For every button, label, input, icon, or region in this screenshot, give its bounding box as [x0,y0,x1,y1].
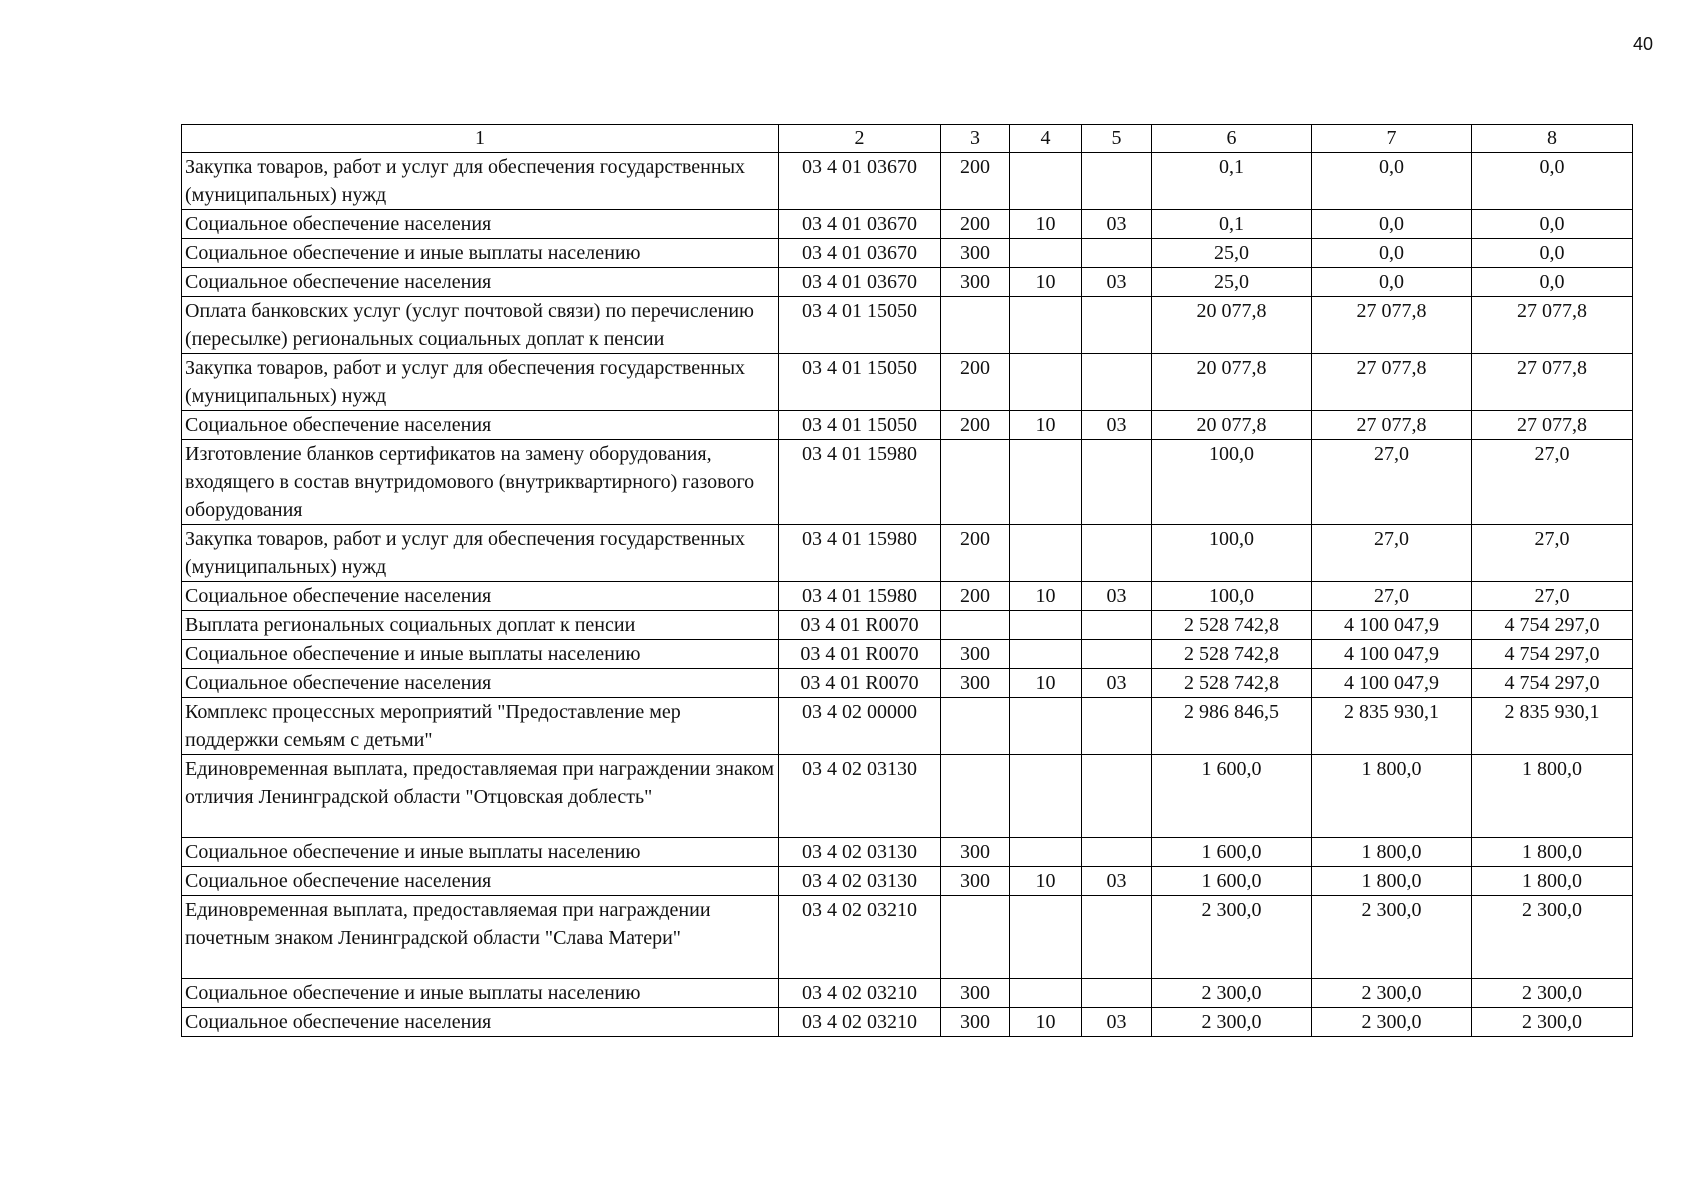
table-row [182,440,1633,525]
row-subsection [1082,698,1152,755]
row-value-year3: 1 800,0 [1472,838,1633,867]
row-value-year1: 100,0 [1152,525,1312,582]
row-value-year1: 0,1 [1152,210,1312,239]
row-section [1010,297,1082,354]
row-expense-type: 300 [941,1008,1010,1037]
row-name: Социальное обеспечение населения [182,411,779,440]
row-code: 03 4 01 15050 [779,354,941,411]
row-expense-type [941,896,1010,979]
row-value-year3: 0,0 [1472,239,1633,268]
row-subsection: 03 [1082,268,1152,297]
row-section [1010,239,1082,268]
row-section: 10 [1010,582,1082,611]
row-name: Социальное обеспечение и иные выплаты населению [182,239,779,268]
row-subsection: 03 [1082,411,1152,440]
row-section [1010,440,1082,525]
row-code: 03 4 01 15980 [779,525,941,582]
row-subsection [1082,153,1152,210]
row-expense-type [941,297,1010,354]
table-row [182,354,1633,411]
row-value-year1: 2 986 846,5 [1152,698,1312,755]
row-section [1010,755,1082,838]
row-code: 03 4 01 15980 [779,582,941,611]
table-row [182,1008,1633,1037]
row-value-year3: 27 077,8 [1472,297,1633,354]
row-value-year3: 4 754 297,0 [1472,669,1633,698]
budget-table [181,124,1633,1037]
row-subsection: 03 [1082,582,1152,611]
row-expense-type: 300 [941,268,1010,297]
row-value-year2: 2 835 930,1 [1312,698,1472,755]
row-subsection [1082,354,1152,411]
row-value-year3: 0,0 [1472,210,1633,239]
row-name: Закупка товаров, работ и услуг для обеспечения государственных (муниципальных) нужд [182,525,779,582]
row-name: Единовременная выплата, предоставляемая при награждении почетным знаком Ленинградской области "Слава Матери" [182,896,779,979]
row-expense-type: 200 [941,354,1010,411]
row-value-year1: 20 077,8 [1152,297,1312,354]
row-value-year2: 27 077,8 [1312,354,1472,411]
row-value-year3: 2 300,0 [1472,1008,1633,1037]
row-value-year1: 100,0 [1152,440,1312,525]
row-expense-type: 300 [941,838,1010,867]
row-name: Изготовление бланков сертификатов на замену оборудования, входящего в состав внутридомового (внутриквартирного) газового оборудования [182,440,779,525]
column-number: 5 [1082,125,1152,153]
row-value-year1: 2 528 742,8 [1152,640,1312,669]
row-value-year2: 27 077,8 [1312,297,1472,354]
column-number: 3 [941,125,1010,153]
column-number: 7 [1312,125,1472,153]
row-value-year3: 4 754 297,0 [1472,611,1633,640]
row-section: 10 [1010,669,1082,698]
row-name: Закупка товаров, работ и услуг для обеспечения государственных (муниципальных) нужд [182,354,779,411]
row-section: 10 [1010,268,1082,297]
table-row [182,297,1633,354]
row-code: 03 4 02 03210 [779,1008,941,1037]
table-row [182,979,1633,1008]
row-expense-type: 300 [941,669,1010,698]
row-value-year2: 2 300,0 [1312,979,1472,1008]
row-subsection [1082,979,1152,1008]
row-value-year1: 0,1 [1152,153,1312,210]
row-value-year1: 1 600,0 [1152,755,1312,838]
table-row [182,210,1633,239]
row-code: 03 4 02 00000 [779,698,941,755]
column-number: 2 [779,125,941,153]
row-expense-type [941,698,1010,755]
row-value-year3: 27,0 [1472,440,1633,525]
column-number-row [182,125,1633,153]
row-subsection: 03 [1082,669,1152,698]
row-value-year3: 27 077,8 [1472,354,1633,411]
row-name: Социальное обеспечение и иные выплаты населению [182,838,779,867]
row-value-year1: 20 077,8 [1152,354,1312,411]
row-expense-type: 300 [941,867,1010,896]
row-section [1010,896,1082,979]
page-number: 40 [1632,34,1653,54]
row-value-year3: 1 800,0 [1472,867,1633,896]
row-code: 03 4 02 03210 [779,979,941,1008]
row-subsection: 03 [1082,1008,1152,1037]
row-value-year2: 4 100 047,9 [1312,640,1472,669]
row-value-year2: 0,0 [1312,153,1472,210]
row-value-year1: 1 600,0 [1152,867,1312,896]
row-subsection [1082,525,1152,582]
row-subsection [1082,239,1152,268]
row-name: Социальное обеспечение населения [182,582,779,611]
table-row [182,582,1633,611]
row-section [1010,979,1082,1008]
row-name: Комплекс процессных мероприятий "Предоставление мер поддержки семьям с детьми" [182,698,779,755]
row-code: 03 4 01 03670 [779,210,941,239]
row-subsection [1082,896,1152,979]
table-row [182,268,1633,297]
row-value-year1: 2 300,0 [1152,896,1312,979]
row-code: 03 4 01 03670 [779,268,941,297]
table-row [182,838,1633,867]
row-name: Социальное обеспечение населения [182,210,779,239]
row-name: Выплата региональных социальных доплат к пенсии [182,611,779,640]
row-name: Единовременная выплата, предоставляемая при награждении знаком отличия Ленинградской области "Отцовская доблесть" [182,755,779,838]
row-expense-type: 200 [941,582,1010,611]
row-value-year2: 2 300,0 [1312,1008,1472,1037]
row-value-year3: 1 800,0 [1472,755,1633,838]
row-subsection [1082,611,1152,640]
table-row [182,896,1633,979]
row-subsection [1082,755,1152,838]
row-value-year2: 27,0 [1312,582,1472,611]
row-value-year2: 1 800,0 [1312,867,1472,896]
row-value-year1: 2 528 742,8 [1152,611,1312,640]
column-number: 4 [1010,125,1082,153]
row-name: Закупка товаров, работ и услуг для обеспечения государственных (муниципальных) нужд [182,153,779,210]
row-section [1010,838,1082,867]
row-subsection [1082,640,1152,669]
row-value-year1: 2 528 742,8 [1152,669,1312,698]
column-number: 8 [1472,125,1633,153]
row-code: 03 4 01 R0070 [779,669,941,698]
row-value-year2: 27,0 [1312,440,1472,525]
row-value-year1: 25,0 [1152,268,1312,297]
row-name: Оплата банковских услуг (услуг почтовой связи) по перечислению (пересылке) региональных социальных доплат к пенсии [182,297,779,354]
row-expense-type: 300 [941,640,1010,669]
row-value-year3: 4 754 297,0 [1472,640,1633,669]
row-code: 03 4 02 03130 [779,838,941,867]
row-code: 03 4 02 03210 [779,896,941,979]
row-section: 10 [1010,867,1082,896]
row-value-year3: 27 077,8 [1472,411,1633,440]
row-expense-type: 300 [941,239,1010,268]
row-code: 03 4 02 03130 [779,867,941,896]
row-value-year1: 100,0 [1152,582,1312,611]
row-value-year2: 27 077,8 [1312,411,1472,440]
row-section [1010,640,1082,669]
row-section [1010,354,1082,411]
row-section: 10 [1010,210,1082,239]
row-value-year3: 0,0 [1472,153,1633,210]
row-value-year1: 2 300,0 [1152,1008,1312,1037]
row-value-year1: 1 600,0 [1152,838,1312,867]
row-value-year2: 0,0 [1312,210,1472,239]
table-row [182,153,1633,210]
row-name: Социальное обеспечение и иные выплаты населению [182,640,779,669]
row-value-year3: 27,0 [1472,582,1633,611]
row-code: 03 4 01 R0070 [779,611,941,640]
row-section: 10 [1010,411,1082,440]
row-value-year2: 2 300,0 [1312,896,1472,979]
row-subsection [1082,440,1152,525]
row-expense-type: 200 [941,153,1010,210]
row-value-year1: 20 077,8 [1152,411,1312,440]
row-subsection [1082,838,1152,867]
row-name: Социальное обеспечение населения [182,867,779,896]
row-expense-type: 300 [941,979,1010,1008]
row-code: 03 4 02 03130 [779,755,941,838]
table-row [182,698,1633,755]
row-section [1010,698,1082,755]
row-expense-type [941,755,1010,838]
table-row [182,755,1633,838]
row-code: 03 4 01 15050 [779,297,941,354]
table-row [182,525,1633,582]
row-value-year3: 2 300,0 [1472,896,1633,979]
row-value-year3: 27,0 [1472,525,1633,582]
row-section [1010,611,1082,640]
row-section [1010,525,1082,582]
row-value-year1: 25,0 [1152,239,1312,268]
row-value-year3: 2 300,0 [1472,979,1633,1008]
table-row [182,867,1633,896]
row-value-year2: 4 100 047,9 [1312,669,1472,698]
row-expense-type [941,611,1010,640]
table-row [182,239,1633,268]
row-value-year1: 2 300,0 [1152,979,1312,1008]
row-value-year2: 0,0 [1312,239,1472,268]
row-code: 03 4 01 03670 [779,239,941,268]
row-expense-type: 200 [941,525,1010,582]
row-value-year2: 0,0 [1312,268,1472,297]
row-value-year2: 4 100 047,9 [1312,611,1472,640]
table-row [182,611,1633,640]
row-expense-type [941,440,1010,525]
row-name: Социальное обеспечение и иные выплаты населению [182,979,779,1008]
row-expense-type: 200 [941,210,1010,239]
row-section [1010,153,1082,210]
row-subsection [1082,297,1152,354]
column-number: 1 [182,125,779,153]
row-value-year3: 2 835 930,1 [1472,698,1633,755]
row-code: 03 4 01 15050 [779,411,941,440]
row-value-year2: 1 800,0 [1312,838,1472,867]
row-subsection: 03 [1082,867,1152,896]
row-value-year3: 0,0 [1472,268,1633,297]
row-section: 10 [1010,1008,1082,1037]
row-code: 03 4 01 03670 [779,153,941,210]
row-value-year2: 27,0 [1312,525,1472,582]
row-subsection: 03 [1082,210,1152,239]
row-value-year2: 1 800,0 [1312,755,1472,838]
table-row [182,640,1633,669]
row-expense-type: 200 [941,411,1010,440]
row-name: Социальное обеспечение населения [182,268,779,297]
row-code: 03 4 01 15980 [779,440,941,525]
table-row [182,411,1633,440]
column-number: 6 [1152,125,1312,153]
row-code: 03 4 01 R0070 [779,640,941,669]
row-name: Социальное обеспечение населения [182,669,779,698]
table-row [182,669,1633,698]
row-name: Социальное обеспечение населения [182,1008,779,1037]
